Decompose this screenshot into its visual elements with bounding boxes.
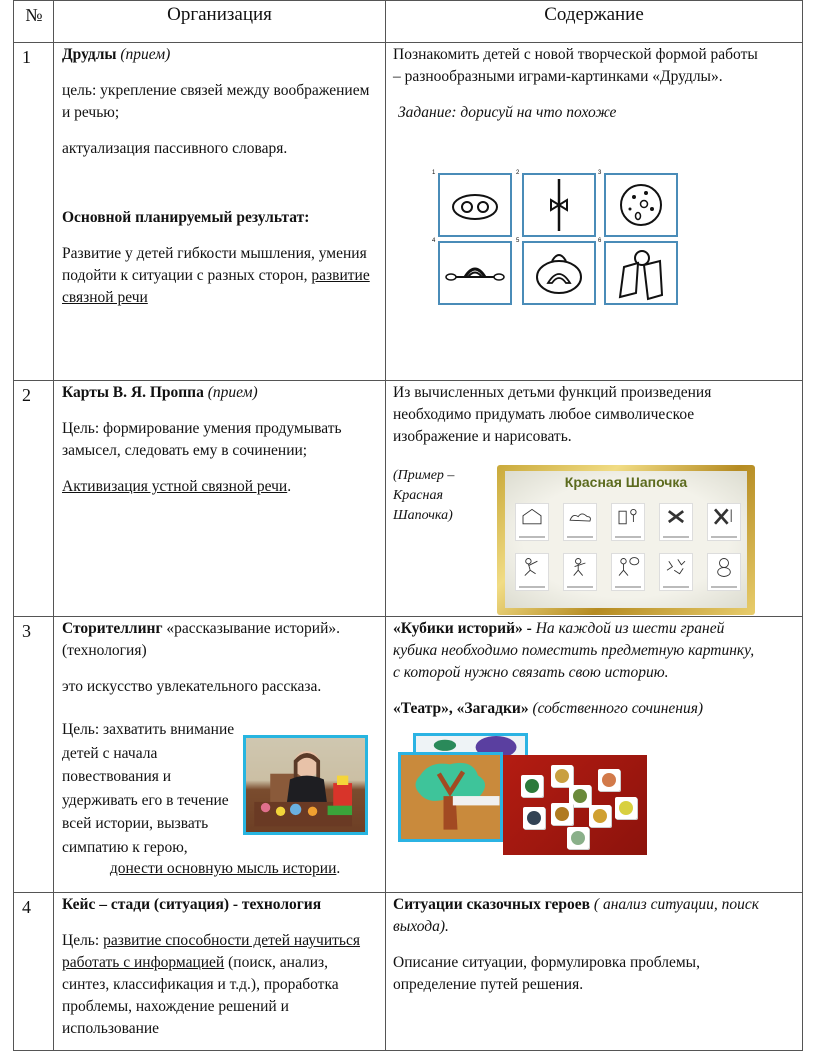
propp-card-x-flag-icon (707, 503, 741, 541)
propp-card-figure-icon (611, 503, 645, 541)
theatre-riddles-title: «Театр», «Загадки» (393, 700, 529, 717)
col-divider-num (53, 0, 54, 1051)
row4-content-title: Ситуации сказочных героев (393, 896, 591, 913)
table-border-left (13, 0, 14, 1051)
propp-card-cross-icon (659, 503, 693, 541)
row1-result-underlined: развитие связной речи (62, 267, 370, 306)
propp-image-title: Красная Шапочка (564, 474, 688, 490)
row3-org-cell (62, 618, 380, 698)
row-number: 4 (22, 897, 31, 917)
story-cubes-description: На каждой из шести граней кубика необходимо поместить предметную картинку, с которой нужно связать свою историю. (393, 620, 755, 681)
row1-content-cell (393, 44, 763, 124)
propp-card-house-icon (515, 503, 549, 541)
row4-content-note: ( анализ ситуации, поиск выхода). (393, 896, 760, 935)
row1-result-text: Развитие у детей гибкости мышления, умения подойти к ситуации с разных сторон, (62, 245, 367, 284)
row4-title: Кейс – стади (ситуация) - технология (62, 896, 322, 913)
story-cubes-title: «Кубики историй» - (393, 620, 532, 637)
cubes-photo (503, 755, 647, 855)
table-border-bottom (13, 1050, 803, 1051)
row3-content-cell (393, 618, 763, 720)
col-divider-org (385, 0, 386, 1051)
story-cubes-collage-image (395, 733, 665, 863)
row3-title: Сторителлинг (62, 620, 163, 637)
row1-result-label: Основной планируемый результат: (62, 209, 310, 226)
row-number: 3 (22, 621, 31, 641)
table-border-top (13, 0, 803, 1)
row2-content-cell (393, 382, 763, 448)
row1-title-type: (прием) (120, 46, 171, 63)
row-number: 1 (22, 47, 31, 67)
red-riding-hood-propp-cards-image (497, 465, 755, 615)
row3-goal-end: донести основную мысль истории. (109, 860, 341, 877)
row2-goal: Цель: формирование умения продумывать замысел, следовать ему в сочинении; (62, 420, 342, 459)
row2-content-text: Из вычисленных детьми функций произведения необходимо придумать любое символическое изображение и нарисовать. (393, 384, 712, 445)
storytelling-child-photo (243, 735, 368, 835)
row2-title: Карты В. Я. Проппа (62, 384, 204, 401)
row3-title-rest: «рассказывание историй». (технология) (62, 620, 341, 659)
row4-org-cell: Кейс – стади (ситуация) - технология Цель: развитие способности детей научиться работать с информацией (поиск, анализ, синтез, классификация и т.д.), проработка проблемы, нахождение решений и использование (62, 894, 372, 1040)
header-content: Содержание (544, 4, 644, 25)
row2-title-type: (прием) (207, 384, 258, 401)
header-row-divider (13, 42, 803, 43)
row1-title: Друдлы (62, 46, 117, 63)
row3-goal: Цель: захватить внимание детей с начала повествования и удерживать его в течение всей истории, вызвать симпатию к герою, (62, 721, 235, 856)
row3-definition: это искусство увлекательного рассказа. (62, 678, 322, 695)
droodle-ufo-icon (438, 241, 512, 305)
propp-card-stars-icon (659, 553, 693, 591)
table-border-right (802, 0, 803, 1051)
propp-card-cloud-icon (563, 503, 597, 541)
droodle-pacifier-icon (522, 241, 596, 305)
propp-card-animal-icon (707, 553, 741, 591)
row1-goal: цель: укрепление связей между воображением и речью; (62, 82, 370, 121)
row4-content-text: Описание ситуации, формулировка проблемы, определение путей решения. (393, 954, 700, 993)
propp-card-running-icon (515, 553, 549, 591)
tree-craft-photo (398, 752, 503, 842)
droodle-eyes-icon (438, 173, 512, 237)
row1-task: Задание: дорисуй на что похоже (398, 104, 617, 121)
row-divider-3 (13, 892, 803, 893)
row-number: 2 (22, 385, 31, 405)
header-organization: Организация (167, 4, 272, 25)
row-divider-2 (13, 616, 803, 617)
row2-org-cell: Карты В. Я. Проппа (прием) Цель: формирование умения продумывать замысел, следовать ему в сочинении; Активизация устной связной речи. (62, 382, 380, 498)
header-num: № (25, 5, 43, 25)
row1-org-cell (62, 44, 378, 309)
row4-content-cell (393, 894, 773, 996)
row1-goal2: актуализация пассивного словаря. (62, 140, 288, 157)
droodle-bowtie-icon (522, 173, 596, 237)
row2-example: (Пример – Красная Шапочка) (393, 468, 455, 523)
row2-goal-underlined: Активизация устной связной речи (62, 478, 288, 495)
row-divider-1 (13, 380, 803, 381)
row1-content-text: Познакомить детей с новой творческой формой работы – разнообразными играми-картинками «Друдлы». (393, 46, 758, 85)
row3-goal-underlined: донести основную мысль истории (109, 860, 337, 877)
propp-card-stick-figure-icon (563, 553, 597, 591)
theatre-riddles-note: (собственного сочинения) (532, 700, 704, 717)
row4-goal-rest: (поиск, анализ, синтез, классификация и т.д.), проработка проблемы, нахождение решений и использование (62, 954, 339, 1037)
droodle-circle-dots-icon (604, 173, 678, 237)
propp-card-speech-icon (611, 553, 645, 591)
droodle-book-head-icon (604, 241, 678, 305)
droodles-image-grid: 1 2 3 4 5 6 (430, 170, 690, 305)
row4-goal-underlined: развитие способности детей научиться работать с информацией (62, 932, 361, 971)
